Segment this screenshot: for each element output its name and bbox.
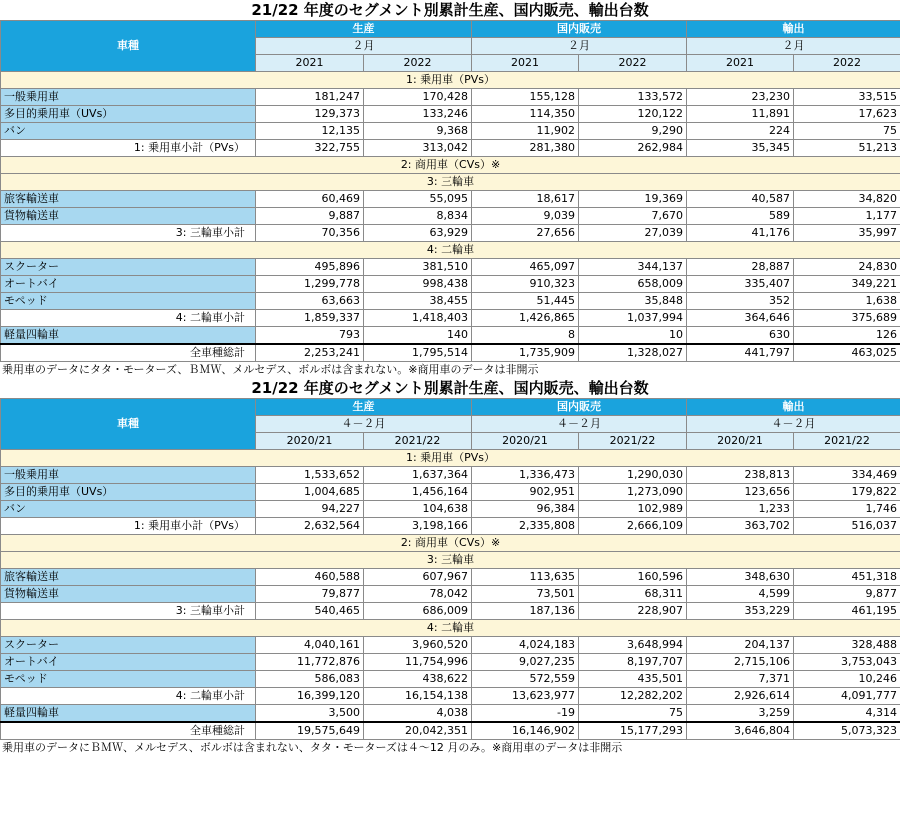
year-header: 2021/22: [364, 433, 472, 450]
value-cell: 228,907: [579, 603, 687, 620]
value-cell: 1,177: [794, 208, 900, 225]
value-cell: 1,299,778: [256, 276, 364, 293]
value-cell: 1,426,865: [472, 310, 579, 327]
value-cell: 11,902: [472, 123, 579, 140]
year-header: 2021/22: [579, 433, 687, 450]
row-label: 旅客輸送車: [1, 191, 256, 208]
value-cell: 24,830: [794, 259, 900, 276]
value-cell: 10,246: [794, 671, 900, 688]
value-cell: 1,637,364: [364, 467, 472, 484]
value-cell: 3,648,994: [579, 637, 687, 654]
value-cell: 3,259: [687, 705, 794, 723]
value-cell: 3,500: [256, 705, 364, 723]
value-cell: 516,037: [794, 518, 900, 535]
value-cell: 461,195: [794, 603, 900, 620]
value-cell: 4,091,777: [794, 688, 900, 705]
table-row: [1, 705, 900, 723]
value-cell: 9,290: [579, 123, 687, 140]
row-label: 軽量四輪車: [1, 705, 256, 723]
table-row: [1, 208, 900, 225]
value-cell: 12,135: [256, 123, 364, 140]
value-cell: 38,455: [364, 293, 472, 310]
value-cell: 19,369: [579, 191, 687, 208]
value-cell: 9,877: [794, 586, 900, 603]
value-cell: 793: [256, 327, 364, 345]
value-cell: 33,515: [794, 89, 900, 106]
value-cell: 96,384: [472, 501, 579, 518]
value-cell: 28,887: [687, 259, 794, 276]
value-cell: 16,146,902: [472, 722, 579, 740]
total-row: [1, 722, 900, 740]
value-cell: 9,368: [364, 123, 472, 140]
subtotal-row: [1, 688, 900, 705]
value-cell: 1,638: [794, 293, 900, 310]
value-cell: 607,967: [364, 569, 472, 586]
value-cell: 94,227: [256, 501, 364, 518]
value-cell: 3,960,520: [364, 637, 472, 654]
section-label: 1: 乗用車（PVs）: [1, 72, 900, 89]
value-cell: 375,689: [794, 310, 900, 327]
value-cell: 10: [579, 327, 687, 345]
table-title: 21/22 年度のセグメント別累計生産、国内販売、輸出台数: [251, 1, 649, 19]
value-cell: 1,037,994: [579, 310, 687, 327]
value-cell: 238,813: [687, 467, 794, 484]
row-label: 旅客輸送車: [1, 569, 256, 586]
row-label: モペッド: [1, 293, 256, 310]
value-cell: 262,984: [579, 140, 687, 157]
value-cell: 13,623,977: [472, 688, 579, 705]
section-row: [1, 242, 900, 259]
year-header: 2021: [472, 55, 579, 72]
value-cell: 63,663: [256, 293, 364, 310]
value-cell: 17,623: [794, 106, 900, 123]
value-cell: 328,488: [794, 637, 900, 654]
row-label: 全車種総計: [1, 344, 256, 362]
value-cell: 344,137: [579, 259, 687, 276]
value-cell: 322,755: [256, 140, 364, 157]
value-cell: 353,229: [687, 603, 794, 620]
section-label: 3: 三輪車: [1, 174, 900, 191]
period-header: ４－２月: [687, 416, 900, 433]
row-label: バン: [1, 123, 256, 140]
value-cell: 35,345: [687, 140, 794, 157]
value-cell: 902,951: [472, 484, 579, 501]
value-cell: 9,027,235: [472, 654, 579, 671]
value-cell: 2,666,109: [579, 518, 687, 535]
subtotal-row: [1, 603, 900, 620]
value-cell: 8: [472, 327, 579, 345]
year-header: 2021: [256, 55, 364, 72]
category-header: 車種: [1, 399, 256, 450]
value-cell: 15,177,293: [579, 722, 687, 740]
value-cell: 658,009: [579, 276, 687, 293]
value-cell: 129,373: [256, 106, 364, 123]
table-row: [1, 569, 900, 586]
row-label: 一般乗用車: [1, 89, 256, 106]
table-row: [1, 467, 900, 484]
row-label: モペッド: [1, 671, 256, 688]
value-cell: 1,273,090: [579, 484, 687, 501]
year-header: 2022: [364, 55, 472, 72]
value-cell: 5,073,323: [794, 722, 900, 740]
value-cell: 381,510: [364, 259, 472, 276]
value-cell: 27,039: [579, 225, 687, 242]
value-cell: 438,622: [364, 671, 472, 688]
value-cell: 495,896: [256, 259, 364, 276]
table-row: [1, 637, 900, 654]
table-row: [1, 293, 900, 310]
period-header: ４－２月: [256, 416, 472, 433]
table-row: [1, 654, 900, 671]
period-header: ２月: [687, 38, 900, 55]
table-row: [1, 501, 900, 518]
value-cell: 1,859,337: [256, 310, 364, 327]
section-label: 1: 乗用車（PVs）: [1, 450, 900, 467]
data-table: [0, 398, 900, 740]
value-cell: 170,428: [364, 89, 472, 106]
header-row-groups: [1, 21, 900, 38]
value-cell: 16,399,120: [256, 688, 364, 705]
row-label: 軽量四輪車: [1, 327, 256, 345]
value-cell: 75: [794, 123, 900, 140]
value-cell: 1,004,685: [256, 484, 364, 501]
value-cell: 140: [364, 327, 472, 345]
value-cell: 75: [579, 705, 687, 723]
value-cell: 313,042: [364, 140, 472, 157]
row-label: スクーター: [1, 637, 256, 654]
value-cell: 572,559: [472, 671, 579, 688]
value-cell: 910,323: [472, 276, 579, 293]
value-cell: 349,221: [794, 276, 900, 293]
value-cell: 11,754,996: [364, 654, 472, 671]
value-cell: 35,848: [579, 293, 687, 310]
value-cell: 686,009: [364, 603, 472, 620]
value-cell: 2,632,564: [256, 518, 364, 535]
value-cell: 68,311: [579, 586, 687, 603]
value-cell: 204,137: [687, 637, 794, 654]
value-cell: 78,042: [364, 586, 472, 603]
value-cell: 27,656: [472, 225, 579, 242]
row-label: 貨物輸送車: [1, 208, 256, 225]
value-cell: 1,418,403: [364, 310, 472, 327]
year-header: 2022: [794, 55, 900, 72]
row-label: 多目的乗用車（UVs）: [1, 484, 256, 501]
period-header: ２月: [472, 38, 687, 55]
report-block: [0, 0, 900, 378]
value-cell: 1,533,652: [256, 467, 364, 484]
row-label: 4: 二輪車小計: [1, 688, 256, 705]
row-label: 貨物輸送車: [1, 586, 256, 603]
value-cell: 12,282,202: [579, 688, 687, 705]
value-cell: 102,989: [579, 501, 687, 518]
value-cell: 9,887: [256, 208, 364, 225]
group-header: 生産: [256, 399, 472, 416]
value-cell: 2,715,106: [687, 654, 794, 671]
section-row: [1, 174, 900, 191]
data-table: [0, 20, 900, 362]
table-row: [1, 484, 900, 501]
table-row: [1, 259, 900, 276]
value-cell: 1,746: [794, 501, 900, 518]
row-label: 一般乗用車: [1, 467, 256, 484]
table-row: [1, 106, 900, 123]
value-cell: 3,753,043: [794, 654, 900, 671]
value-cell: 7,371: [687, 671, 794, 688]
value-cell: 1,233: [687, 501, 794, 518]
year-header: 2020/21: [687, 433, 794, 450]
section-row: [1, 450, 900, 467]
row-label: オートバイ: [1, 654, 256, 671]
value-cell: 20,042,351: [364, 722, 472, 740]
value-cell: 104,638: [364, 501, 472, 518]
footnote: 乗用車のデータにタタ・モーターズ、ＢＭＷ、メルセデス、ボルボは含まれない。※商用車のデータは非開示: [2, 363, 539, 376]
table-row: [1, 586, 900, 603]
subtotal-row: [1, 518, 900, 535]
value-cell: 7,670: [579, 208, 687, 225]
section-label: 4: 二輪車: [1, 620, 900, 637]
year-header: 2022: [579, 55, 687, 72]
value-cell: 4,024,183: [472, 637, 579, 654]
value-cell: 4,040,161: [256, 637, 364, 654]
value-cell: 281,380: [472, 140, 579, 157]
value-cell: 79,877: [256, 586, 364, 603]
value-cell: 8,197,707: [579, 654, 687, 671]
value-cell: 451,318: [794, 569, 900, 586]
value-cell: 126: [794, 327, 900, 345]
section-row: [1, 157, 900, 174]
value-cell: 41,176: [687, 225, 794, 242]
value-cell: 589: [687, 208, 794, 225]
value-cell: 363,702: [687, 518, 794, 535]
row-label: オートバイ: [1, 276, 256, 293]
value-cell: 19,575,649: [256, 722, 364, 740]
group-header: 生産: [256, 21, 472, 38]
value-cell: 4,599: [687, 586, 794, 603]
value-cell: 1,290,030: [579, 467, 687, 484]
category-header: 車種: [1, 21, 256, 72]
value-cell: 73,501: [472, 586, 579, 603]
value-cell: 2,926,614: [687, 688, 794, 705]
value-cell: 1,336,473: [472, 467, 579, 484]
value-cell: 2,335,808: [472, 518, 579, 535]
section-label: 2: 商用車（CVs）※: [1, 157, 900, 174]
subtotal-row: [1, 140, 900, 157]
value-cell: 179,822: [794, 484, 900, 501]
value-cell: 35,997: [794, 225, 900, 242]
value-cell: 60,469: [256, 191, 364, 208]
value-cell: 3,198,166: [364, 518, 472, 535]
row-label: 1: 乗用車小計（PVs）: [1, 140, 256, 157]
value-cell: 181,247: [256, 89, 364, 106]
year-header: 2020/21: [472, 433, 579, 450]
value-cell: 2,253,241: [256, 344, 364, 362]
value-cell: 40,587: [687, 191, 794, 208]
value-cell: 4,314: [794, 705, 900, 723]
value-cell: 463,025: [794, 344, 900, 362]
section-label: 2: 商用車（CVs）※: [1, 535, 900, 552]
value-cell: 160,596: [579, 569, 687, 586]
year-header: 2021: [687, 55, 794, 72]
year-header: 2020/21: [256, 433, 364, 450]
value-cell: 998,438: [364, 276, 472, 293]
row-label: スクーター: [1, 259, 256, 276]
value-cell: 3,646,804: [687, 722, 794, 740]
row-label: 全車種総計: [1, 722, 256, 740]
value-cell: 224: [687, 123, 794, 140]
value-cell: 11,772,876: [256, 654, 364, 671]
value-cell: 123,656: [687, 484, 794, 501]
value-cell: 1,795,514: [364, 344, 472, 362]
value-cell: 187,136: [472, 603, 579, 620]
value-cell: 1,456,164: [364, 484, 472, 501]
group-header: 輸出: [687, 21, 900, 38]
value-cell: 1,735,909: [472, 344, 579, 362]
value-cell: 55,095: [364, 191, 472, 208]
value-cell: 51,213: [794, 140, 900, 157]
table-title: 21/22 年度のセグメント別累計生産、国内販売、輸出台数: [251, 379, 649, 397]
value-cell: 18,617: [472, 191, 579, 208]
value-cell: 155,128: [472, 89, 579, 106]
section-row: [1, 535, 900, 552]
row-label: 多目的乗用車（UVs）: [1, 106, 256, 123]
value-cell: 630: [687, 327, 794, 345]
value-cell: 348,630: [687, 569, 794, 586]
value-cell: 70,356: [256, 225, 364, 242]
value-cell: -19: [472, 705, 579, 723]
value-cell: 435,501: [579, 671, 687, 688]
value-cell: 364,646: [687, 310, 794, 327]
value-cell: 441,797: [687, 344, 794, 362]
footnote: 乗用車のデータにＢＭＷ、メルセデス、ボルボは含まれない、タタ・モーターズは４～12 月のみ。※商用車のデータは非開示: [2, 741, 623, 754]
total-row: [1, 344, 900, 362]
year-header: 2021/22: [794, 433, 900, 450]
value-cell: 8,834: [364, 208, 472, 225]
section-row: [1, 620, 900, 637]
value-cell: 465,097: [472, 259, 579, 276]
value-cell: 11,891: [687, 106, 794, 123]
table-row: [1, 671, 900, 688]
period-header: ４－２月: [472, 416, 687, 433]
group-header: 輸出: [687, 399, 900, 416]
value-cell: 16,154,138: [364, 688, 472, 705]
section-label: 3: 三輪車: [1, 552, 900, 569]
value-cell: 114,350: [472, 106, 579, 123]
row-label: 1: 乗用車小計（PVs）: [1, 518, 256, 535]
section-row: [1, 552, 900, 569]
value-cell: 120,122: [579, 106, 687, 123]
value-cell: 352: [687, 293, 794, 310]
value-cell: 4,038: [364, 705, 472, 723]
value-cell: 63,929: [364, 225, 472, 242]
row-label: 3: 三輪車小計: [1, 603, 256, 620]
table-row: [1, 276, 900, 293]
subtotal-row: [1, 225, 900, 242]
group-header: 国内販売: [472, 21, 687, 38]
subtotal-row: [1, 310, 900, 327]
row-label: 3: 三輪車小計: [1, 225, 256, 242]
value-cell: 9,039: [472, 208, 579, 225]
row-label: バン: [1, 501, 256, 518]
table-row: [1, 89, 900, 106]
table-row: [1, 327, 900, 345]
value-cell: 113,635: [472, 569, 579, 586]
table-row: [1, 123, 900, 140]
table-row: [1, 191, 900, 208]
section-row: [1, 72, 900, 89]
value-cell: 334,469: [794, 467, 900, 484]
value-cell: 23,230: [687, 89, 794, 106]
section-label: 4: 二輪車: [1, 242, 900, 259]
value-cell: 51,445: [472, 293, 579, 310]
value-cell: 540,465: [256, 603, 364, 620]
value-cell: 34,820: [794, 191, 900, 208]
value-cell: 133,246: [364, 106, 472, 123]
value-cell: 460,588: [256, 569, 364, 586]
header-row-groups: [1, 399, 900, 416]
value-cell: 133,572: [579, 89, 687, 106]
report-block: [0, 378, 900, 756]
value-cell: 335,407: [687, 276, 794, 293]
value-cell: 586,083: [256, 671, 364, 688]
period-header: ２月: [256, 38, 472, 55]
value-cell: 1,328,027: [579, 344, 687, 362]
group-header: 国内販売: [472, 399, 687, 416]
row-label: 4: 二輪車小計: [1, 310, 256, 327]
